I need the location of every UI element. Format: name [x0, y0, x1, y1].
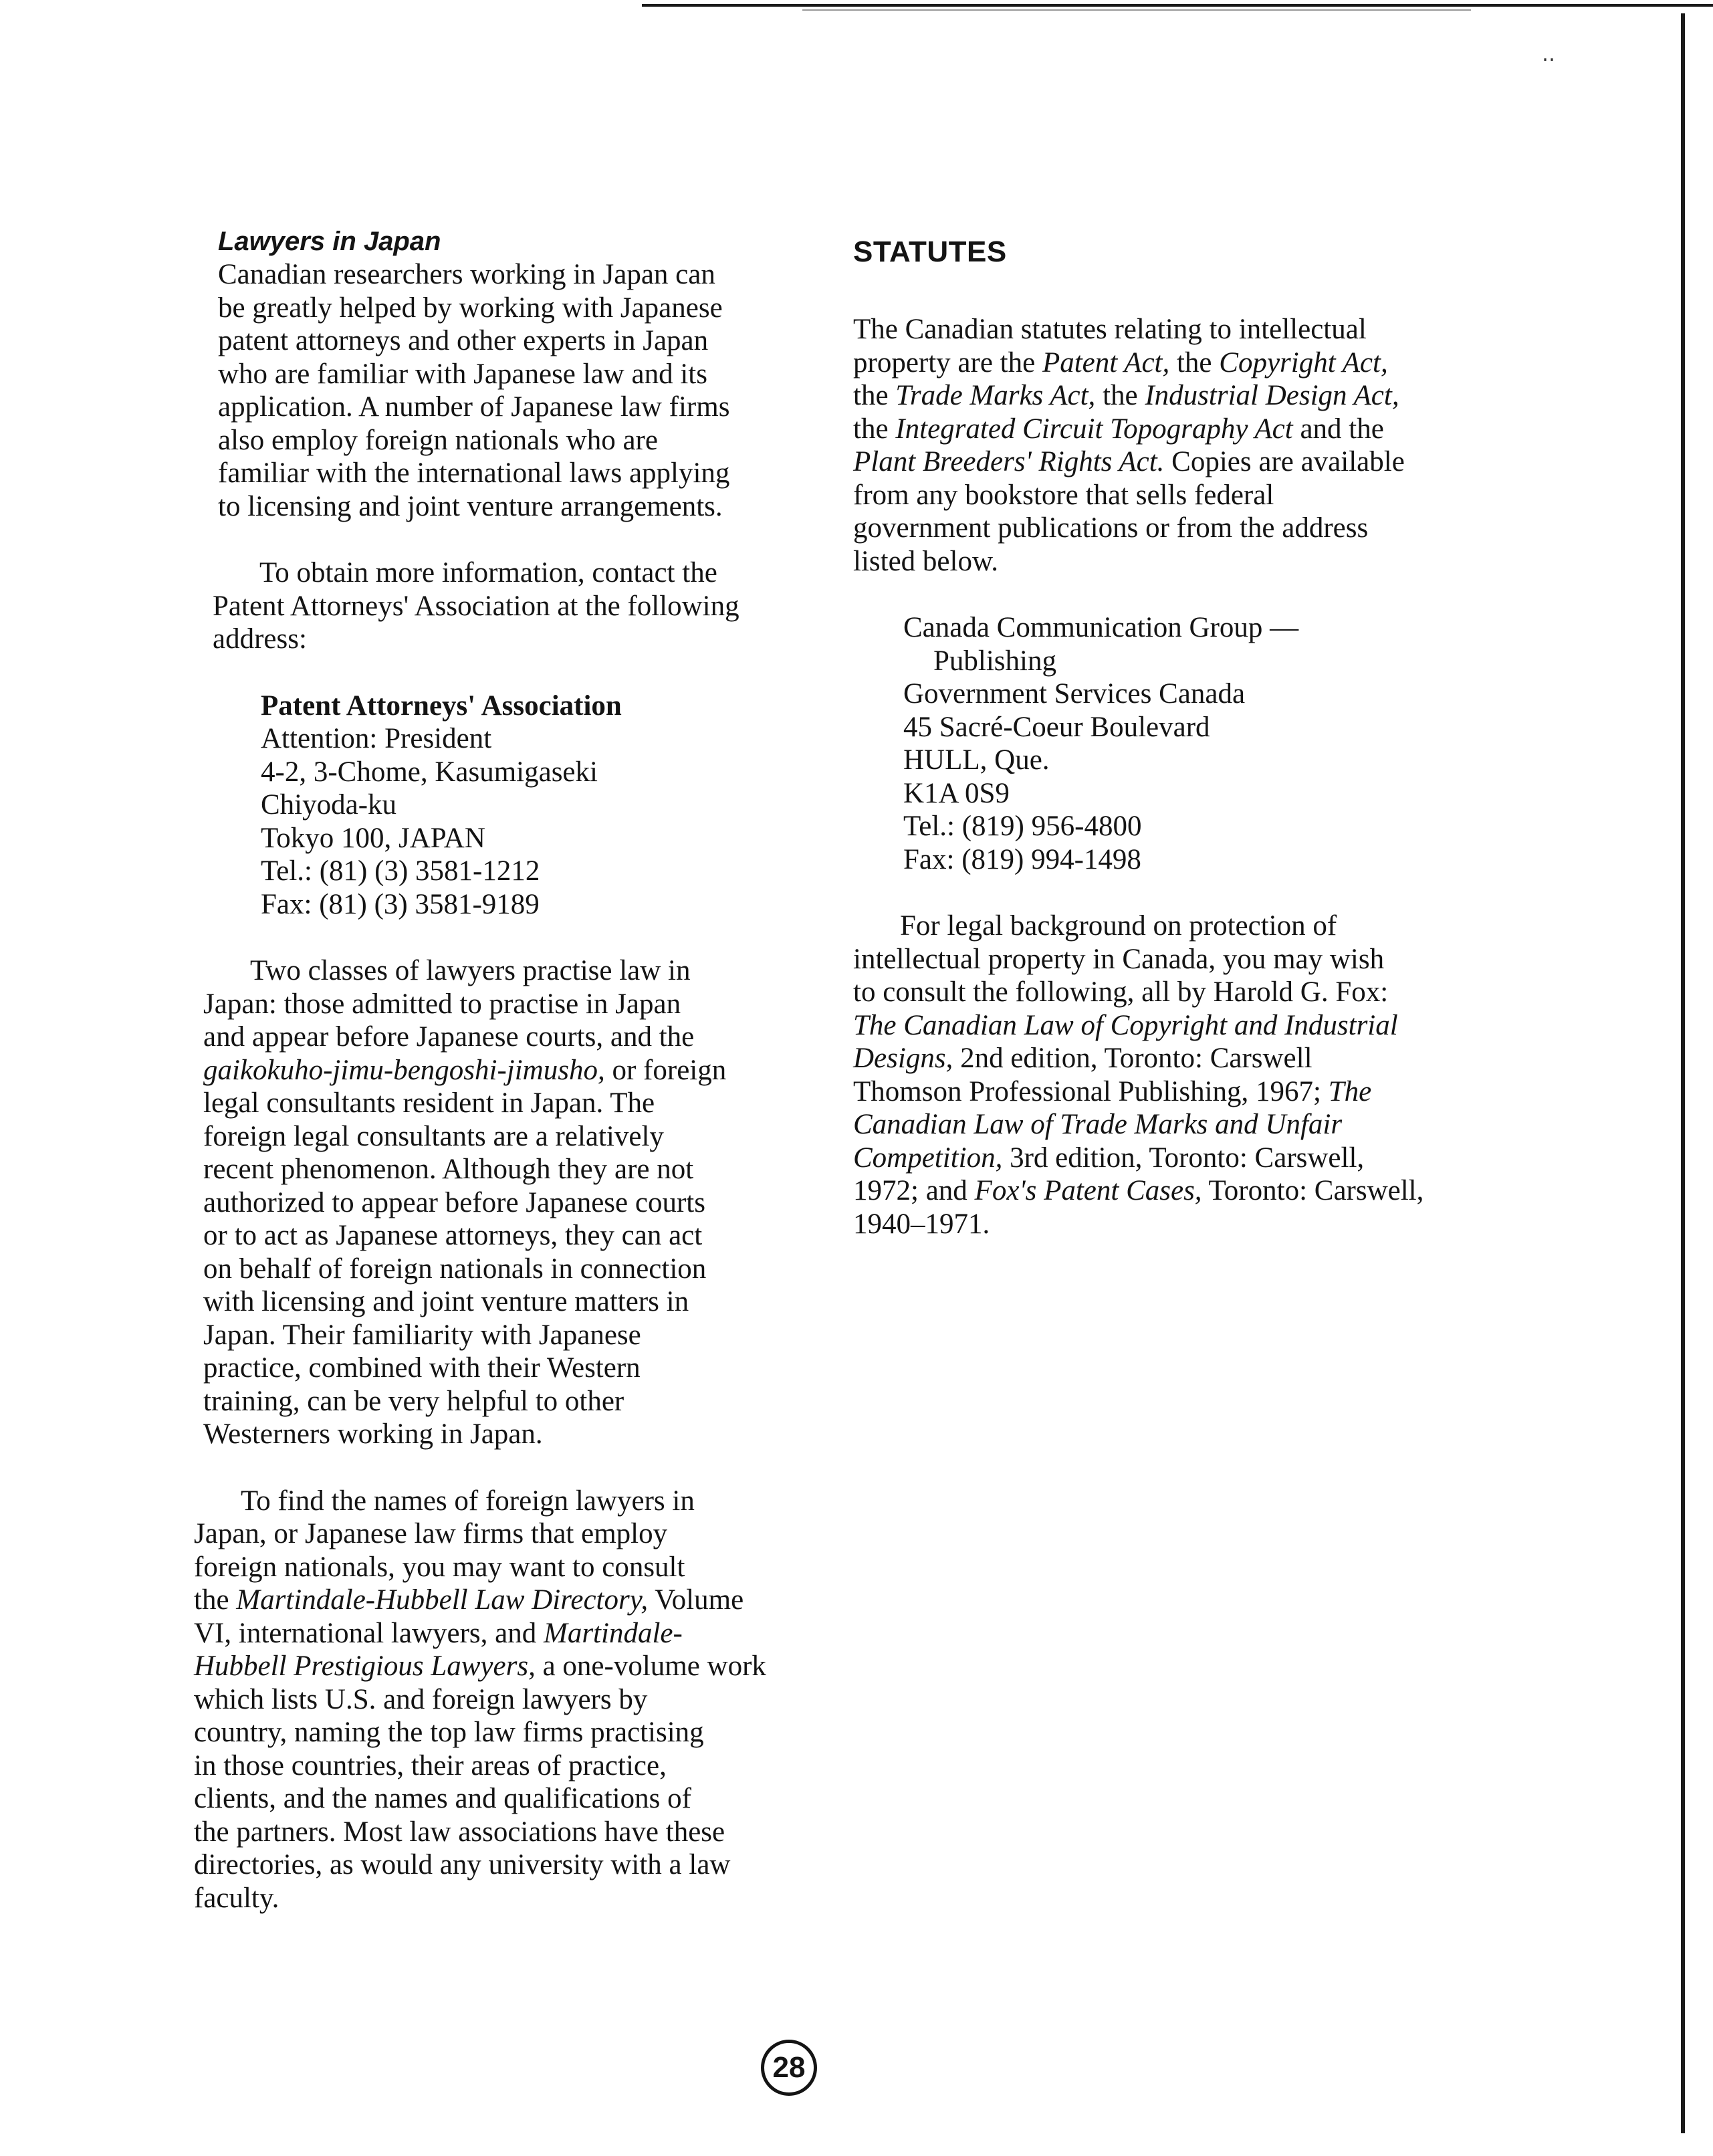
page-number: 28 [761, 2040, 817, 2096]
text-run: the [1095, 380, 1145, 411]
text-run: the [853, 413, 889, 445]
text-run: To find the names of foreign lawyers in Japan, or Japanese law firms that employ foreign nationals, you may want to consult the [194, 1485, 695, 1616]
address-line: Publishing [933, 645, 1056, 677]
italic-title: Plant Breeders' Rights Act. [853, 446, 1165, 477]
paragraph-two-classes [203, 954, 796, 1451]
address-block-japan [261, 689, 796, 922]
top-edge-line [642, 4, 1713, 7]
paragraph-statutes [853, 313, 1442, 578]
address-block-canada [903, 611, 1442, 876]
address-fax: Fax: (819) 994-1498 [903, 843, 1141, 875]
text-run: 2nd edition, Toronto: Carswell Thomson Professional Publishing, 1967; [853, 1043, 1321, 1107]
subheading-lawyers-in-japan: Lawyers in Japan [218, 227, 441, 256]
address-org-name: Patent Attorneys' Association [261, 689, 622, 722]
italic-title: Martindale-Hubbell Law Directory, [236, 1584, 649, 1616]
italic-title: Integrated Circuit Topography Act [895, 413, 1293, 445]
address-phone: Tel.: (81) (3) 3581-1212 [261, 855, 540, 887]
address-line: 45 Sacré-Coeur Boulevard [903, 711, 1210, 743]
text-run: or foreign legal consultants resident in Japan. The foreign legal consultants are a relatively recent phenomenon. Although they are not authorized to appear before Japanese courts or to act as Japanese attorneys, they can act on behalf of foreign nationals in connection with licensing and joint venture matters in Japan. Their familiarity with Japanese practice, combined with their Western training, can be very helpful to other Westerners working in Japan. [203, 1054, 727, 1450]
address-line: Attention: President [261, 723, 492, 754]
text-run: Two classes of lawyers practise law in Japan: those admitted to practise in Japan and appear before Japanese courts, and the [203, 955, 695, 1053]
top-edge-line-faint [802, 9, 1471, 11]
text-run: 3rd edition, Toronto: Carswell, 1972; and [853, 1142, 1365, 1206]
right-column [853, 234, 1442, 1241]
italic-title: Industrial Design Act, [1145, 380, 1399, 411]
italic-title: The Canadian Law of Copyright and Industrial Designs, [853, 1009, 1398, 1074]
paragraph-intro: Canadian researchers working in Japan can be greatly helped by working with Japanese patent attorneys and other experts in Japan who are familiar with Japanese law and its application. A number of Japanese law firms also employ foreign nationals who are familiar with the international laws applying to licensing and joint venture arrangements. [218, 259, 730, 522]
address-line: Government Services Canada [903, 678, 1246, 710]
italic-title: The Canadian Law of Trade Marks and Unfair Competition, [853, 1075, 1372, 1174]
italic-term: gaikokuho-jimu-bengoshi-jimusho, [203, 1054, 605, 1086]
paragraph-contact: To obtain more information, contact the Patent Attorneys' Association at the following address: [213, 557, 739, 655]
italic-title: Patent Act, [1042, 346, 1170, 379]
address-fax: Fax: (81) (3) 3581-9189 [261, 888, 540, 920]
italic-title: Trade Marks Act, [895, 380, 1096, 411]
section-heading-statutes: STATUTES [853, 235, 1007, 268]
text-run: The Canadian statutes relating to intellectual property are the [853, 314, 1367, 379]
text-run: the [1169, 346, 1220, 379]
paragraph-legal-background [853, 909, 1442, 1241]
italic-title: Martindale- Hubbell Prestigious Lawyers, [194, 1617, 683, 1682]
text-run: Toronto: Carswell, 1940–1971. [853, 1175, 1424, 1240]
address-line: Tokyo 100, JAPAN [261, 822, 485, 854]
paragraph-find-names [194, 1485, 796, 1915]
address-line: 4-2, 3-Chome, Kasumigaseki [261, 756, 598, 788]
scan-mark: ‥ [1542, 43, 1556, 66]
text-run: Volume VI, international lawyers, and [194, 1584, 744, 1649]
text-run: a one-volume work which lists U.S. and foreign lawyers by country, naming the top law firms practising in those countries, their areas of practice, clients, and the names and qualifications of the partners. Most law associations have these directories, as would any university with a law faculty. [194, 1650, 766, 1914]
text-run: Copies are available from any bookstore that sells federal government publications or from the address listed below. [853, 446, 1405, 577]
italic-title: Fox's Patent Cases, [974, 1175, 1202, 1206]
text-run: For legal background on protection of intellectual property in Canada, you may wish to consult the following, all by Harold G. Fox: [853, 910, 1389, 1008]
address-line: HULL, Que. [903, 744, 1050, 776]
right-edge-line [1681, 13, 1685, 2133]
address-line: K1A 0S9 [903, 777, 1010, 809]
address-line: Chiyoda-ku [261, 789, 397, 821]
text-run: and the [1300, 413, 1384, 445]
address-line: Canada Communication Group — [903, 612, 1299, 643]
address-phone: Tel.: (819) 956-4800 [903, 811, 1142, 842]
text-run: the [853, 380, 889, 411]
italic-title: Copyright Act, [1219, 346, 1388, 379]
left-column [194, 225, 796, 1915]
